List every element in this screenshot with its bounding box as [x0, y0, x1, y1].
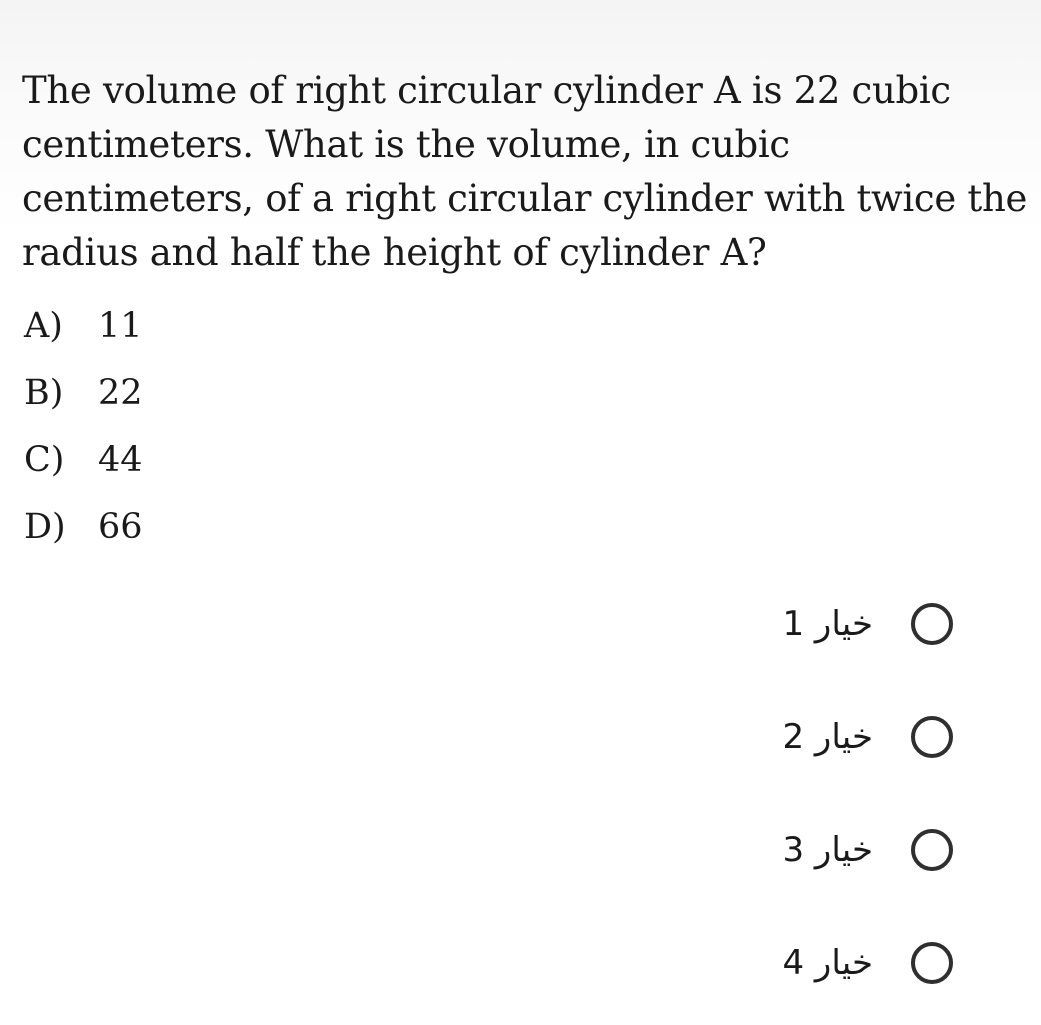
- choice-letter: B): [24, 372, 64, 413]
- choice-letter: A): [24, 305, 63, 346]
- choice-value: 44: [98, 439, 143, 480]
- choice-value: 22: [98, 372, 143, 413]
- answer-option-1[interactable]: [782, 596, 953, 652]
- question-line: centimeters. What is the volume, in cubic: [22, 123, 790, 166]
- answer-option-label[interactable]: خيار 4: [782, 943, 873, 983]
- answer-option-2[interactable]: [782, 709, 953, 765]
- radio-button-icon[interactable]: [911, 942, 953, 984]
- question-line: centimeters, of a right circular cylinder with twice the: [22, 177, 1028, 220]
- choice-value: 11: [98, 305, 143, 346]
- choice-list: [24, 292, 143, 560]
- radio-button-icon[interactable]: [911, 603, 953, 645]
- answer-option-4[interactable]: [782, 935, 953, 991]
- question-text: [22, 64, 1028, 280]
- radio-button-icon[interactable]: [911, 716, 953, 758]
- choice-c: [24, 426, 143, 493]
- question-line: radius and half the height of cylinder A?: [22, 231, 767, 274]
- choice-d: [24, 493, 143, 560]
- answer-options: [0, 580, 1041, 1025]
- answer-option-label[interactable]: خيار 1: [782, 604, 873, 644]
- answer-option-3[interactable]: [782, 822, 953, 878]
- radio-button-icon[interactable]: [911, 829, 953, 871]
- choice-value: 66: [98, 506, 143, 547]
- question-line: The volume of right circular cylinder A is 22 cubic: [22, 69, 951, 112]
- choice-b: [24, 359, 143, 426]
- choice-letter: D): [24, 506, 66, 547]
- choice-a: [24, 292, 143, 359]
- answer-option-label[interactable]: خيار 3: [782, 830, 873, 870]
- choice-letter: C): [24, 439, 65, 480]
- answer-option-label[interactable]: خيار 2: [782, 717, 873, 757]
